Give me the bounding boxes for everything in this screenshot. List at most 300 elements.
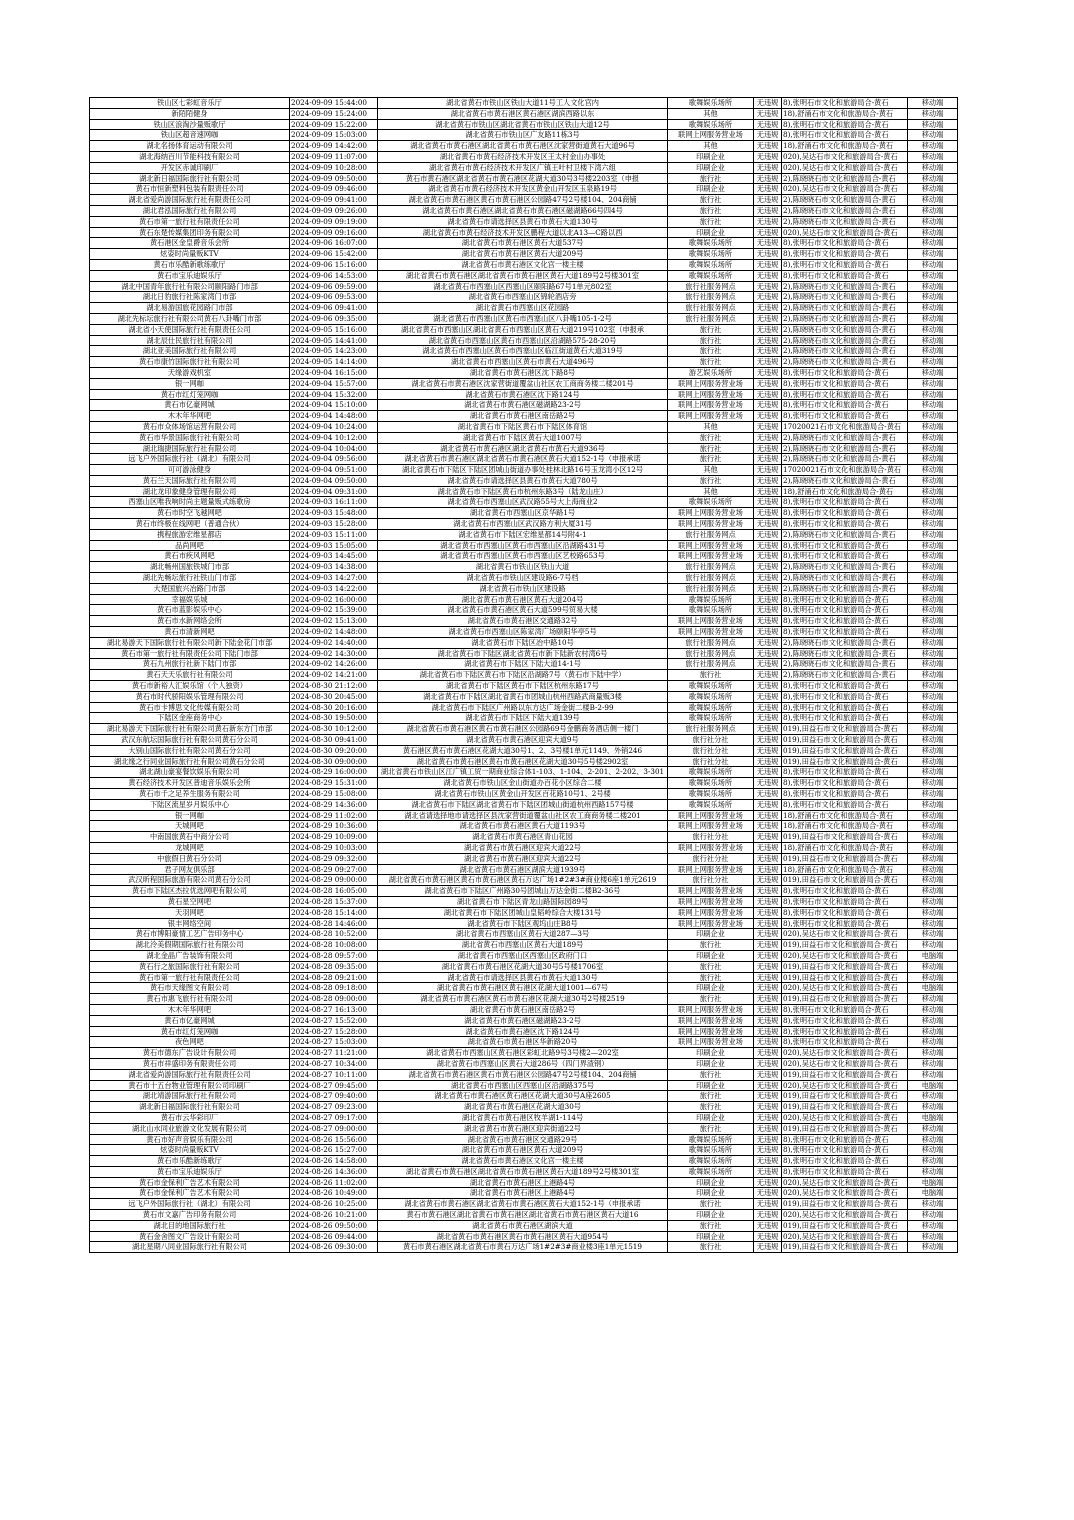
entity-name-cell: 可可游泳健身	[90, 465, 290, 476]
terminal-cell: 移动端	[908, 411, 958, 422]
inspector-cell: 2),陈晓晓石市文化和旅游局合-黄石	[782, 432, 908, 443]
inspector-cell: 8),张明石市文化和旅游局合-黄石	[782, 1145, 908, 1156]
inspector-cell: 020),吴达石市文化和旅游局合-黄石	[782, 1080, 908, 1091]
table-row	[90, 475, 958, 486]
timestamp-cell: 2024-08-28 10:08:00	[290, 940, 378, 951]
timestamp-cell: 2024-09-04 15:10:00	[290, 400, 378, 411]
timestamp-cell: 2024-08-30 09:41:00	[290, 735, 378, 746]
inspector-cell: 020),吴达石市文化和旅游局合-黄石	[782, 1058, 908, 1069]
table-row	[90, 1199, 958, 1210]
table-row	[90, 249, 958, 260]
violation-cell: 无违规	[754, 983, 782, 994]
category-cell: 联网上网服务营业场	[668, 389, 754, 400]
inspector-cell: 8),张明石市文化和旅游局合-黄石	[782, 378, 908, 389]
address-cell: 湖北省黄石市下陆区下陆区团城山街道办事处桂林北路16号玉龙湾小区12号	[378, 465, 668, 476]
address-cell: 湖北省黄石市黄石港区黄石大道599号贸易大楼	[378, 605, 668, 616]
entity-name-cell: 黄石市好声音娱乐有限公司	[90, 1134, 290, 1145]
category-cell: 旅行社	[668, 1220, 754, 1231]
terminal-cell: 移动端	[908, 486, 958, 497]
table-row	[90, 1015, 958, 1026]
terminal-cell: 移动端	[908, 1091, 958, 1102]
timestamp-cell: 2024-09-03 15:48:00	[290, 508, 378, 519]
violation-cell: 无违规	[754, 421, 782, 432]
terminal-cell: 移动端	[908, 173, 958, 184]
timestamp-cell: 2024-08-29 16:00:00	[290, 767, 378, 778]
category-cell: 旅行社服务网点	[668, 659, 754, 670]
timestamp-cell: 2024-08-28 09:57:00	[290, 950, 378, 961]
timestamp-cell: 2024-08-28 14:46:00	[290, 918, 378, 929]
category-cell: 歌舞娱乐场所	[668, 789, 754, 800]
category-cell: 旅行社服务网点	[668, 573, 754, 584]
violation-cell: 无违规	[754, 821, 782, 832]
timestamp-cell: 2024-08-26 14:58:00	[290, 1156, 378, 1167]
address-cell: 湖北省黄石市下陆区黄石市下陆区杭州东路17号	[378, 681, 668, 692]
terminal-cell: 移动端	[908, 637, 958, 648]
timestamp-cell: 2024-09-03 16:11:00	[290, 497, 378, 508]
address-cell: 湖北省黄石市西塞山区西塞山区颐阳路67号1单元802室	[378, 281, 668, 292]
address-cell: 湖北省黄石市黄石港区湖北省黄石市黄石大道936号	[378, 443, 668, 454]
violation-cell: 无违规	[754, 864, 782, 875]
table-row	[90, 378, 958, 389]
inspector-cell: 2),陈晓晓石市文化和旅游局合-黄石	[782, 357, 908, 368]
category-cell: 旅行社	[668, 454, 754, 465]
table-row	[90, 303, 958, 314]
inspector-cell: 019),田益石市文化和旅游局合-黄石	[782, 1091, 908, 1102]
violation-cell: 无违规	[754, 929, 782, 940]
address-cell: 湖北省黄石市黄石港区湖北省黄石市黄石港区磁湖路66号四4号	[378, 205, 668, 216]
terminal-cell: 电脑端	[908, 983, 958, 994]
inspector-cell: 8),张明石市文化和旅游局合-黄石	[782, 130, 908, 141]
terminal-cell: 移动端	[908, 162, 958, 173]
entity-name-cell: 湖北易游天下国际旅行社有限公司黄石新东方门市部	[90, 724, 290, 735]
timestamp-cell: 2024-09-09 15:03:00	[290, 130, 378, 141]
terminal-cell: 移动端	[908, 713, 958, 724]
timestamp-cell: 2024-08-26 10:25:00	[290, 1199, 378, 1210]
timestamp-cell: 2024-08-29 10:09:00	[290, 832, 378, 843]
timestamp-cell: 2024-08-27 09:00:00	[290, 1123, 378, 1134]
inspector-cell: 2),陈晓晓石市文化和旅游局合-黄石	[782, 529, 908, 540]
category-cell: 联网上网服务营业场	[668, 551, 754, 562]
inspector-cell: 17020021石市文化和旅游局合-黄石	[782, 421, 908, 432]
category-cell: 歌舞娱乐场所	[668, 1134, 754, 1145]
address-cell: 湖北省黄石市下陆区黄石市杭州东路3号（陆龙山庄）	[378, 486, 668, 497]
terminal-cell: 移动端	[908, 616, 958, 627]
timestamp-cell: 2024-08-28 09:21:00	[290, 972, 378, 983]
timestamp-cell: 2024-08-27 16:13:00	[290, 1004, 378, 1015]
category-cell: 歌舞娱乐场所	[668, 681, 754, 692]
address-cell: 湖北省黄石市黄石港区湖滨大道1939号	[378, 864, 668, 875]
table-row	[90, 1037, 958, 1048]
terminal-cell: 移动端	[908, 745, 958, 756]
table-row	[90, 702, 958, 713]
timestamp-cell: 2024-09-06 15:42:00	[290, 249, 378, 260]
violation-cell: 无违规	[754, 1015, 782, 1026]
category-cell: 联网上网服务营业场	[668, 821, 754, 832]
address-cell: 湖北省黄石市铁山区江广镇工贸一期商业综合体1-103、1-104、2-201、2-202、3-301	[378, 767, 668, 778]
inspector-cell: 18),舒涌石市文化和旅游局合-黄石	[782, 821, 908, 832]
timestamp-cell: 2024-08-26 15:56:00	[290, 1134, 378, 1145]
inspector-cell: 8),张明石市文化和旅游局合-黄石	[782, 270, 908, 281]
entity-name-cell: 黄石市康竹国际旅行社有限公司	[90, 357, 290, 368]
category-cell: 旅行社服务网点	[668, 637, 754, 648]
entity-name-cell: 黄石市恒新塑料包装有限责任公司	[90, 184, 290, 195]
entity-name-cell: 湖北省爱尚游国际旅行社有限责任公司	[90, 195, 290, 206]
address-cell: 湖北省黄石市下陆区广州路30号团城山万达金街二楼B2-36号	[378, 886, 668, 897]
category-cell: 旅行社	[668, 216, 754, 227]
violation-cell: 无违规	[754, 637, 782, 648]
address-cell: 湖北省黄石市黄石港区湖滨大道	[378, 1220, 668, 1231]
address-cell: 湖北省黄石市黄石港区黄石大道209号	[378, 1145, 668, 1156]
terminal-cell: 移动端	[908, 151, 958, 162]
address-cell: 湖北省黄石市西塞山区黄石大道189号	[378, 940, 668, 951]
table-row	[90, 810, 958, 821]
table-row	[90, 270, 958, 281]
timestamp-cell: 2024-08-30 20:16:00	[290, 702, 378, 713]
violation-cell: 无违规	[754, 249, 782, 260]
violation-cell: 无违规	[754, 853, 782, 864]
inspector-cell: 2),陈晓晓石市文化和旅游局合-黄石	[782, 324, 908, 335]
entity-name-cell: 湖北名扬体育运动有限公司	[90, 141, 290, 152]
inspector-cell: 019),田益石市文化和旅游局合-黄石	[782, 1220, 908, 1231]
timestamp-cell: 2024-09-09 09:50:00	[290, 173, 378, 184]
category-cell: 联网上网服务营业场	[668, 842, 754, 853]
table-row	[90, 918, 958, 929]
violation-cell: 无违规	[754, 767, 782, 778]
entity-name-cell: 黄石天天乐旅行社有限公司	[90, 670, 290, 681]
address-cell: 湖北省黄石市黄石港区黄石大道537号	[378, 238, 668, 249]
entity-name-cell: 天城网吧	[90, 821, 290, 832]
address-cell: 湖北省黄石市黄石港区交通路29号	[378, 1134, 668, 1145]
table-row	[90, 950, 958, 961]
table-row	[90, 465, 958, 476]
timestamp-cell: 2024-09-06 14:53:00	[290, 270, 378, 281]
category-cell: 旅行社分社	[668, 735, 754, 746]
table-row	[90, 929, 958, 940]
entity-name-cell: 黄石市疾风网吧	[90, 551, 290, 562]
violation-cell: 无违规	[754, 205, 782, 216]
timestamp-cell: 2024-08-29 09:00:00	[290, 875, 378, 886]
entity-name-cell: 黄石金舍图文广告设计有限公司	[90, 1231, 290, 1242]
category-cell: 旅行社	[668, 1102, 754, 1113]
timestamp-cell: 2024-09-02 15:13:00	[290, 616, 378, 627]
inspector-cell: 020),吴达石市文化和旅游局合-黄石	[782, 1231, 908, 1242]
inspector-cell: 8),张明石市文化和旅游局合-黄石	[782, 400, 908, 411]
terminal-cell: 移动端	[908, 421, 958, 432]
violation-cell: 无违规	[754, 1156, 782, 1167]
inspector-cell: 8),张明石市文化和旅游局合-黄石	[782, 540, 908, 551]
violation-cell: 无违规	[754, 303, 782, 314]
inspector-cell: 8),张明石市文化和旅游局合-黄石	[782, 1156, 908, 1167]
inspector-cell: 8),张明石市文化和旅游局合-黄石	[782, 367, 908, 378]
address-cell: 湖北省黄石市铁山区建设路	[378, 583, 668, 594]
category-cell: 旅行社	[668, 961, 754, 972]
terminal-cell: 电脑端	[908, 950, 958, 961]
violation-cell: 无违规	[754, 357, 782, 368]
entity-name-cell: 黄石东楚传媒集团印务有限公司	[90, 227, 290, 238]
terminal-cell: 移动端	[908, 1058, 958, 1069]
terminal-cell: 移动端	[908, 961, 958, 972]
timestamp-cell: 2024-09-04 15:32:00	[290, 389, 378, 400]
entity-name-cell: 下陆区金座商务中心	[90, 713, 290, 724]
table-row	[90, 162, 958, 173]
address-cell: 湖北省黄石市黄石港区湖北省黄石市黄石港区黄石大道189号2号楼301室	[378, 1166, 668, 1177]
violation-cell: 无违规	[754, 443, 782, 454]
entity-name-cell: 天缘游戏机室	[90, 367, 290, 378]
inspector-cell: 2),陈晓晓石市文化和旅游局合-黄石	[782, 583, 908, 594]
violation-cell: 无违规	[754, 141, 782, 152]
table-row	[90, 141, 958, 152]
category-cell: 歌舞娱乐场所	[668, 713, 754, 724]
entity-name-cell: 黄石市宝乐迪娱乐厅	[90, 270, 290, 281]
timestamp-cell: 2024-09-09 15:22:00	[290, 119, 378, 130]
category-cell: 旅行社	[668, 443, 754, 454]
inspector-cell: 8),张明石市文化和旅游局合-黄石	[782, 907, 908, 918]
inspector-cell: 019),田益石市文化和旅游局合-黄石	[782, 1102, 908, 1113]
violation-cell: 无违规	[754, 1220, 782, 1231]
table-row	[90, 151, 958, 162]
entity-name-cell: 远飞户外国际旅行社（湖北）有限公司	[90, 454, 290, 465]
address-cell: 湖北省黄石市西塞山区黄石市黄石大道496号	[378, 357, 668, 368]
category-cell: 旅行社分社	[668, 875, 754, 886]
address-cell: 湖北省黄石市黄石港区文化宫一楼主楼	[378, 1156, 668, 1167]
table-row	[90, 98, 958, 109]
timestamp-cell: 2024-08-27 15:52:00	[290, 1015, 378, 1026]
terminal-cell: 移动端	[908, 1069, 958, 1080]
violation-cell: 无违规	[754, 1242, 782, 1253]
inspector-cell: 019),田益石市文化和旅游局合-黄石	[782, 961, 908, 972]
category-cell: 联网上网服务营业场	[668, 411, 754, 422]
table-row	[90, 1091, 958, 1102]
address-cell: 湖北省黄石市请选择区县黄石市黄石大道130号	[378, 972, 668, 983]
terminal-cell: 移动端	[908, 940, 958, 951]
table-row	[90, 972, 958, 983]
terminal-cell: 移动端	[908, 454, 958, 465]
table-row	[90, 648, 958, 659]
violation-cell: 无违规	[754, 713, 782, 724]
inspector-cell: 019),田益石市文化和旅游局合-黄石	[782, 875, 908, 886]
timestamp-cell: 2024-09-06 09:41:00	[290, 303, 378, 314]
address-cell: 湖北省黄石市黄石港区黄石港区湖滨西路以东	[378, 108, 668, 119]
violation-cell: 无违规	[754, 508, 782, 519]
entity-name-cell: 黄石市时代骄阳娱乐管理有限公司	[90, 691, 290, 702]
table-row	[90, 562, 958, 573]
timestamp-cell: 2024-08-26 10:49:00	[290, 1188, 378, 1199]
table-row	[90, 335, 958, 346]
violation-cell: 无违规	[754, 616, 782, 627]
violation-cell: 无违规	[754, 551, 782, 562]
category-cell: 歌舞娱乐场所	[668, 605, 754, 616]
entity-name-cell: 湖北省小天使国际旅行社有限责任公司	[90, 324, 290, 335]
category-cell: 旅行社分社	[668, 745, 754, 756]
timestamp-cell: 2024-09-04 09:51:00	[290, 465, 378, 476]
timestamp-cell: 2024-08-30 20:45:00	[290, 691, 378, 702]
category-cell: 旅行社	[668, 1069, 754, 1080]
category-cell: 印刷企业	[668, 1080, 754, 1091]
terminal-cell: 移动端	[908, 497, 958, 508]
violation-cell: 无违规	[754, 475, 782, 486]
terminal-cell: 移动端	[908, 119, 958, 130]
timestamp-cell: 2024-08-29 15:31:00	[290, 778, 378, 789]
inspector-cell: 2),陈晓晓石市文化和旅游局合-黄石	[782, 292, 908, 303]
address-cell: 湖北省黄石市黄石港区湖北省黄石市黄石港区黄石大道152-1号（申报承诺	[378, 454, 668, 465]
inspector-cell: 8),张明石市文化和旅游局合-黄石	[782, 681, 908, 692]
entity-name-cell: 银丰网络空间	[90, 918, 290, 929]
address-cell: 湖北省黄石市黄石港区磁湖路23-2号	[378, 1015, 668, 1026]
terminal-cell: 移动端	[908, 227, 958, 238]
table-row	[90, 292, 958, 303]
inspector-cell: 8),张明石市文化和旅游局合-黄石	[782, 389, 908, 400]
inspector-cell: 8),张明石市文化和旅游局合-黄石	[782, 551, 908, 562]
violation-cell: 无违规	[754, 216, 782, 227]
entity-name-cell: 黄石港区金皇爵音乐会所	[90, 238, 290, 249]
address-cell: 湖北省黄石市黄石港区华新路20号	[378, 1037, 668, 1048]
timestamp-cell: 2024-08-28 16:05:00	[290, 886, 378, 897]
violation-cell: 无违规	[754, 1058, 782, 1069]
entity-name-cell: 湖北先标坛旅行社有限公司黄石八卦嘴门市部	[90, 313, 290, 324]
terminal-cell: 电脑端	[908, 1112, 958, 1123]
terminal-cell: 移动端	[908, 994, 958, 1005]
timestamp-cell: 2024-09-05 15:16:00	[290, 324, 378, 335]
inspector-cell: 2),陈晓晓石市文化和旅游局合-黄石	[782, 670, 908, 681]
entity-name-cell: 黄石经济技术开发区普迪音乐娱乐会所	[90, 778, 290, 789]
table-row	[90, 659, 958, 670]
entity-name-cell: 黄石市第一旅行社有限责任公司	[90, 216, 290, 227]
entity-name-cell: 黄石市红灯笼网咖	[90, 389, 290, 400]
entity-name-cell: 黄石市亿豪网城	[90, 1015, 290, 1026]
terminal-cell: 移动端	[908, 529, 958, 540]
address-cell: 湖北省黄石市下陆区下陆大道139号	[378, 713, 668, 724]
table-row	[90, 205, 958, 216]
entity-name-cell: 夜色网吧	[90, 1037, 290, 1048]
address-cell: 湖北省黄石市黄石港区湖北省黄石市黄石港区黄石大道189号2号楼301室	[378, 270, 668, 281]
table-row	[90, 605, 958, 616]
entity-name-cell: 黄石市众体场馆运营有限公司	[90, 421, 290, 432]
timestamp-cell: 2024-09-09 09:16:00	[290, 227, 378, 238]
terminal-cell: 移动端	[908, 357, 958, 368]
category-cell: 歌舞娱乐场所	[668, 594, 754, 605]
category-cell: 旅行社	[668, 1199, 754, 1210]
terminal-cell: 移动端	[908, 313, 958, 324]
category-cell: 印刷企业	[668, 1048, 754, 1059]
table-row	[90, 259, 958, 270]
inspector-cell: 18),舒涌石市文化和旅游局合-黄石	[782, 108, 908, 119]
address-cell: 湖北省黄石市黄石港区沈下路8号	[378, 367, 668, 378]
timestamp-cell: 2024-09-09 09:41:00	[290, 195, 378, 206]
timestamp-cell: 2024-08-29 14:36:00	[290, 799, 378, 810]
terminal-cell: 移动端	[908, 1210, 958, 1221]
category-cell: 旅行社分社	[668, 853, 754, 864]
entity-name-cell: 黄石市蓝影娱乐中心	[90, 605, 290, 616]
inspector-cell: 2),陈晓晓石市文化和旅游局合-黄石	[782, 173, 908, 184]
violation-cell: 无违规	[754, 940, 782, 951]
violation-cell: 无违规	[754, 281, 782, 292]
category-cell: 旅行社	[668, 432, 754, 443]
entity-name-cell: 黄石星空网吧	[90, 896, 290, 907]
entity-name-cell: 湖北龙印象健身管理有限公司	[90, 486, 290, 497]
timestamp-cell: 2024-09-09 09:19:00	[290, 216, 378, 227]
timestamp-cell: 2024-08-29 15:08:00	[290, 789, 378, 800]
entity-name-cell: 湖北金晶广告装饰有限公司	[90, 950, 290, 961]
inspector-cell: 020),吴达石市文化和旅游局合-黄石	[782, 1048, 908, 1059]
entity-name-cell: 西塞山区唯我响时尚主题量贩式练歌房	[90, 497, 290, 508]
terminal-cell: 移动端	[908, 98, 958, 109]
address-cell: 湖北省黄石市黄石港区文化宫一楼主楼	[378, 259, 668, 270]
entity-name-cell: 中旅假日黄石分公司	[90, 853, 290, 864]
table-row	[90, 1134, 958, 1145]
table-row	[90, 1080, 958, 1091]
terminal-cell: 移动端	[908, 259, 958, 270]
terminal-cell: 移动端	[908, 583, 958, 594]
timestamp-cell: 2024-08-28 10:52:00	[290, 929, 378, 940]
violation-cell: 无违规	[754, 313, 782, 324]
table-row	[90, 875, 958, 886]
entity-name-cell: 湖北辰仕民旅行社有限公司	[90, 335, 290, 346]
timestamp-cell: 2024-09-09 15:24:00	[290, 108, 378, 119]
inspector-cell: 8),张明石市文化和旅游局合-黄石	[782, 605, 908, 616]
terminal-cell: 移动端	[908, 896, 958, 907]
timestamp-cell: 2024-09-06 15:16:00	[290, 259, 378, 270]
inspector-cell: 17020021石市文化和旅游局合-黄石	[782, 465, 908, 476]
inspector-cell: 8),张明石市文化和旅游局合-黄石	[782, 238, 908, 249]
violation-cell: 无违规	[754, 583, 782, 594]
terminal-cell: 移动端	[908, 130, 958, 141]
category-cell: 旅行社服务网点	[668, 303, 754, 314]
violation-cell: 无违规	[754, 259, 782, 270]
violation-cell: 无违规	[754, 1199, 782, 1210]
violation-cell: 无违规	[754, 173, 782, 184]
table-row	[90, 627, 958, 638]
category-cell: 歌舞娱乐场所	[668, 778, 754, 789]
table-row	[90, 983, 958, 994]
address-cell: 湖北省黄石市下陆区湖北省黄石市新下陆新农村湾6号	[378, 648, 668, 659]
entity-name-cell: 湖北新日福国际旅行社有限公司	[90, 173, 290, 184]
violation-cell: 无违规	[754, 378, 782, 389]
address-cell: 湖北省请选择地市请选择区县沈家营街道覆盆山社区农工商商务楼二楼201	[378, 810, 668, 821]
inspector-cell: 020),吴达石市文化和旅游局合-黄石	[782, 929, 908, 940]
violation-cell: 无违规	[754, 594, 782, 605]
address-cell: 湖北省黄石市下陆区黄石大道1007号	[378, 432, 668, 443]
address-cell: 湖北省黄石市铁山区建设路6-7号档	[378, 573, 668, 584]
violation-cell: 无违规	[754, 961, 782, 972]
timestamp-cell: 2024-08-26 09:30:00	[290, 1242, 378, 1253]
entity-name-cell: 幸福娱乐城	[90, 594, 290, 605]
entity-name-cell: 湖北日豹旅行社陈家湾门市部	[90, 292, 290, 303]
address-cell: 湖北省黄石市西塞山区湖北省黄石市西塞山区黄石大道219号102室（申报承	[378, 324, 668, 335]
entity-name-cell: 湖北目的地国际旅行社	[90, 1220, 290, 1231]
address-cell: 湖北省黄石市黄石港区黄石市黄石港区花湖大道30号2号楼2519	[378, 994, 668, 1005]
category-cell: 旅行社服务网点	[668, 648, 754, 659]
inspector-cell: 8),张明石市文化和旅游局合-黄石	[782, 411, 908, 422]
entity-name-cell: 黄石市祥盛印务有限责任公司	[90, 1058, 290, 1069]
timestamp-cell: 2024-08-27 09:17:00	[290, 1112, 378, 1123]
terminal-cell: 移动端	[908, 1242, 958, 1253]
address-cell: 湖北省黄石市西塞山区黄石港区彩虹北路9号3号楼2—202室	[378, 1048, 668, 1059]
table-row	[90, 195, 958, 206]
violation-cell: 无违规	[754, 950, 782, 961]
violation-cell: 无违规	[754, 562, 782, 573]
violation-cell: 无违规	[754, 972, 782, 983]
terminal-cell: 移动端	[908, 443, 958, 454]
entity-name-cell: 湖北山水同业旅游文化发展有限公司	[90, 1123, 290, 1134]
category-cell: 旅行社	[668, 475, 754, 486]
table-row	[90, 130, 958, 141]
address-cell: 湖北省黄石市下陆区观坞山庄B8号	[378, 918, 668, 929]
violation-cell: 无违规	[754, 724, 782, 735]
category-cell: 旅行社	[668, 1123, 754, 1134]
address-cell: 湖北省黄石市西塞山区花园路	[378, 303, 668, 314]
entity-name-cell: 黄石市天缘图文有限公司	[90, 983, 290, 994]
terminal-cell: 移动端	[908, 918, 958, 929]
